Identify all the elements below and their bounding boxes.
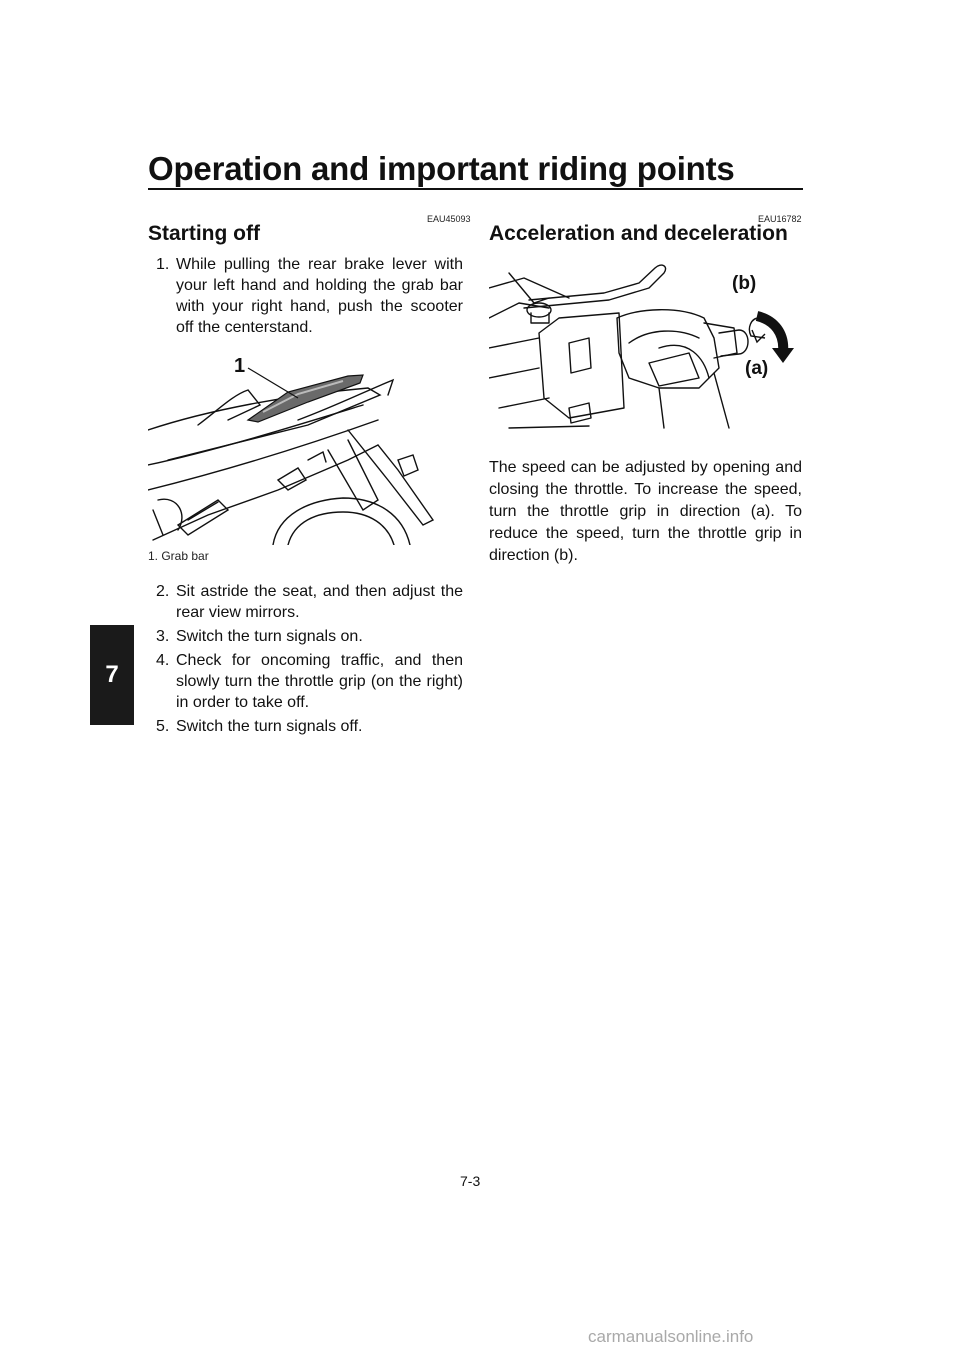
- step-number: 5.: [156, 718, 170, 735]
- section-code: EAU16782: [758, 214, 802, 224]
- throttle-grip-illustration: [489, 258, 803, 438]
- list-item: [148, 254, 463, 338]
- steps-list-part2: [148, 581, 463, 740]
- direction-label-b: (b): [732, 273, 757, 294]
- list-item: [148, 716, 463, 737]
- watermark-site[interactable]: carmanualsonline.info: [588, 1327, 754, 1346]
- figure-caption: 1. Grab bar: [148, 549, 209, 563]
- section-heading-acceleration: Acceleration and deceleration: [489, 222, 788, 245]
- section-code: EAU45093: [427, 214, 471, 224]
- list-item: [148, 581, 463, 623]
- section-heading-starting-off: Starting off: [148, 222, 260, 245]
- list-item: [148, 626, 463, 647]
- step-text: Switch the turn signals on.: [176, 628, 363, 645]
- step-number: 4.: [156, 652, 170, 669]
- step-text: Check for oncoming traffic, and then slowly turn the throttle grip (on the right) in order to take off.: [176, 652, 463, 711]
- list-item: [148, 650, 463, 713]
- figure-callout: 1: [234, 355, 246, 377]
- step-text: While pulling the rear brake lever with your left hand and holding the grab bar with your right hand, push the scooter off the centerstand.: [176, 256, 463, 336]
- grab-bar-illustration: [148, 350, 463, 545]
- step-number: 2.: [156, 583, 170, 600]
- page-title: Operation and important riding points: [148, 150, 735, 187]
- step-text: Sit astride the seat, and then adjust the rear view mirrors.: [176, 583, 463, 621]
- title-rule: [148, 188, 803, 190]
- acceleration-paragraph: The speed can be adjusted by opening and closing the throttle. To increase the speed, turn the throttle grip in direction (a). To reduce the speed, turn the throttle grip in direction (b).: [489, 459, 802, 564]
- step-text: Switch the turn signals off.: [176, 718, 363, 735]
- chapter-tab[interactable]: 7: [90, 625, 134, 725]
- page-number: 7-3: [460, 1173, 481, 1189]
- direction-label-a: (a): [745, 358, 769, 379]
- steps-list-part1: [148, 254, 463, 341]
- step-number: 1.: [156, 256, 170, 273]
- step-number: 3.: [156, 628, 170, 645]
